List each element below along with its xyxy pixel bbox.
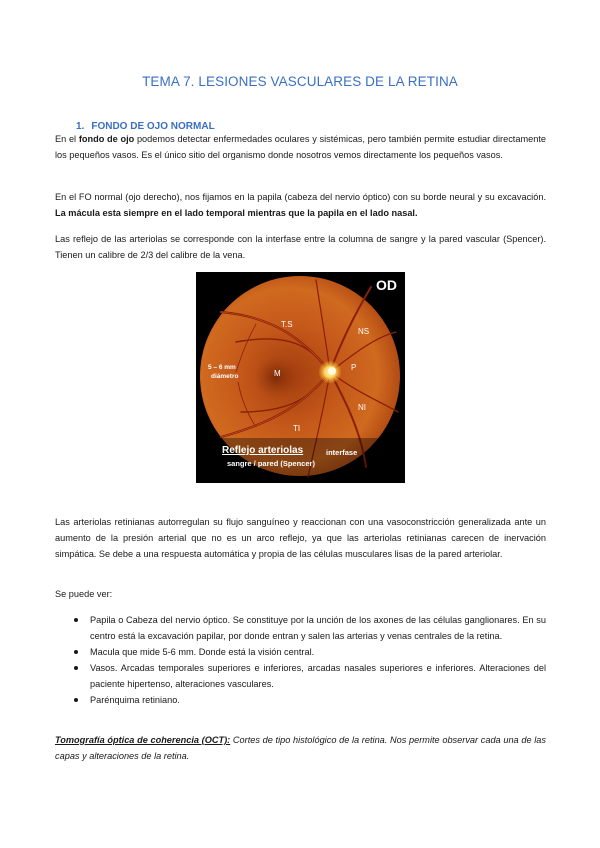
paragraph-oct: [55, 732, 546, 764]
bold-sentence: La mácula esta siempre en el lado temporal mientras que la papila en el lado nasal.: [55, 208, 418, 218]
label-interfase: interfase: [326, 448, 358, 457]
label-ns: NS: [358, 327, 370, 336]
eye-label: OD: [376, 277, 397, 293]
paragraph-text: En el: [55, 134, 79, 144]
list-item: Parénquima retiniano.: [74, 692, 546, 708]
section-title: FONDO DE OJO NORMAL: [91, 121, 215, 132]
label-ni: NI: [358, 403, 366, 412]
label-reflejo: Reflejo arteriolas: [222, 445, 304, 456]
bold-term: fondo de ojo: [78, 134, 135, 144]
page-title: TEMA 7. LESIONES VASCULARES DE LA RETINA: [142, 74, 458, 89]
label-ti: TI: [293, 424, 301, 433]
label-p: P: [351, 363, 357, 372]
list-item: Vasos. Arcadas temporales superiores e inferiores, arcadas nasales superiores e inferiores. Alteraciones del paciente hipertenso, alteraciones vasculares.: [74, 660, 546, 692]
paragraph-reflejo-arteriolas: Las reflejo de las arteriolas se corresponde con la interfase entre la columna de sangre y la pared vascular (Spencer). Tienen un calibre de 2/3 del calibre de la vena.: [55, 234, 546, 260]
label-ts: T.S: [281, 320, 293, 329]
fundus-image: [196, 272, 405, 483]
paragraph-text: En el FO normal (ojo derecho), nos fijamos en la papila (cabeza del nervio óptico) con su borde neural y su excavación.: [55, 192, 546, 202]
bullet-list: [74, 612, 546, 708]
list-item: Papila o Cabeza del nervio óptico. Se constituye por la unción de los axones de las células ganglionares. En su centro está la excavación papilar, por donde entran y salen las arterias y venas centrales de la retina.: [74, 612, 546, 644]
label-macula-size: 5 – 6 mm: [208, 364, 236, 371]
paragraph-fo-normal: [55, 189, 546, 221]
paragraph-text: podemos detectar enfermedades oculares y sistémicas, pero también permite estudiar directamente los pequeños vasos. Es el único sitio del organismo donde nosotros vemos directamente los pequeños vasos.: [55, 134, 546, 160]
section-number: 1.: [76, 121, 85, 132]
label-macula-diam: diámetro: [211, 373, 239, 380]
label-m: M: [274, 369, 281, 378]
list-item: Macula que mide 5-6 mm. Donde está la visión central.: [74, 644, 546, 660]
paragraph-autorregulacion: Las arteriolas retinianas autorregulan su flujo sanguíneo y reaccionan con una vasoconstricción generalizada ante un aumento de la presión arterial que no es un arco reflejo, ya que las arteriolas retinianas carecen de inervación simpática. Se debe a una respuesta automática y propia de las células musculares lisas de la pared arteriolar.: [55, 517, 546, 559]
label-sangre-pared: sangre / pared (Spencer): [227, 459, 315, 468]
oct-label: Tomografía óptica de coherencia (OCT):: [55, 735, 231, 745]
paragraph-text: Cortes de tipo histológico de la retina. Nos permite observar cada una de las capas y alteraciones de la retina.: [55, 735, 546, 761]
paragraph-se-puede-ver: Se puede ver:: [55, 589, 113, 599]
paragraph-fondo-de-ojo: [55, 131, 546, 163]
